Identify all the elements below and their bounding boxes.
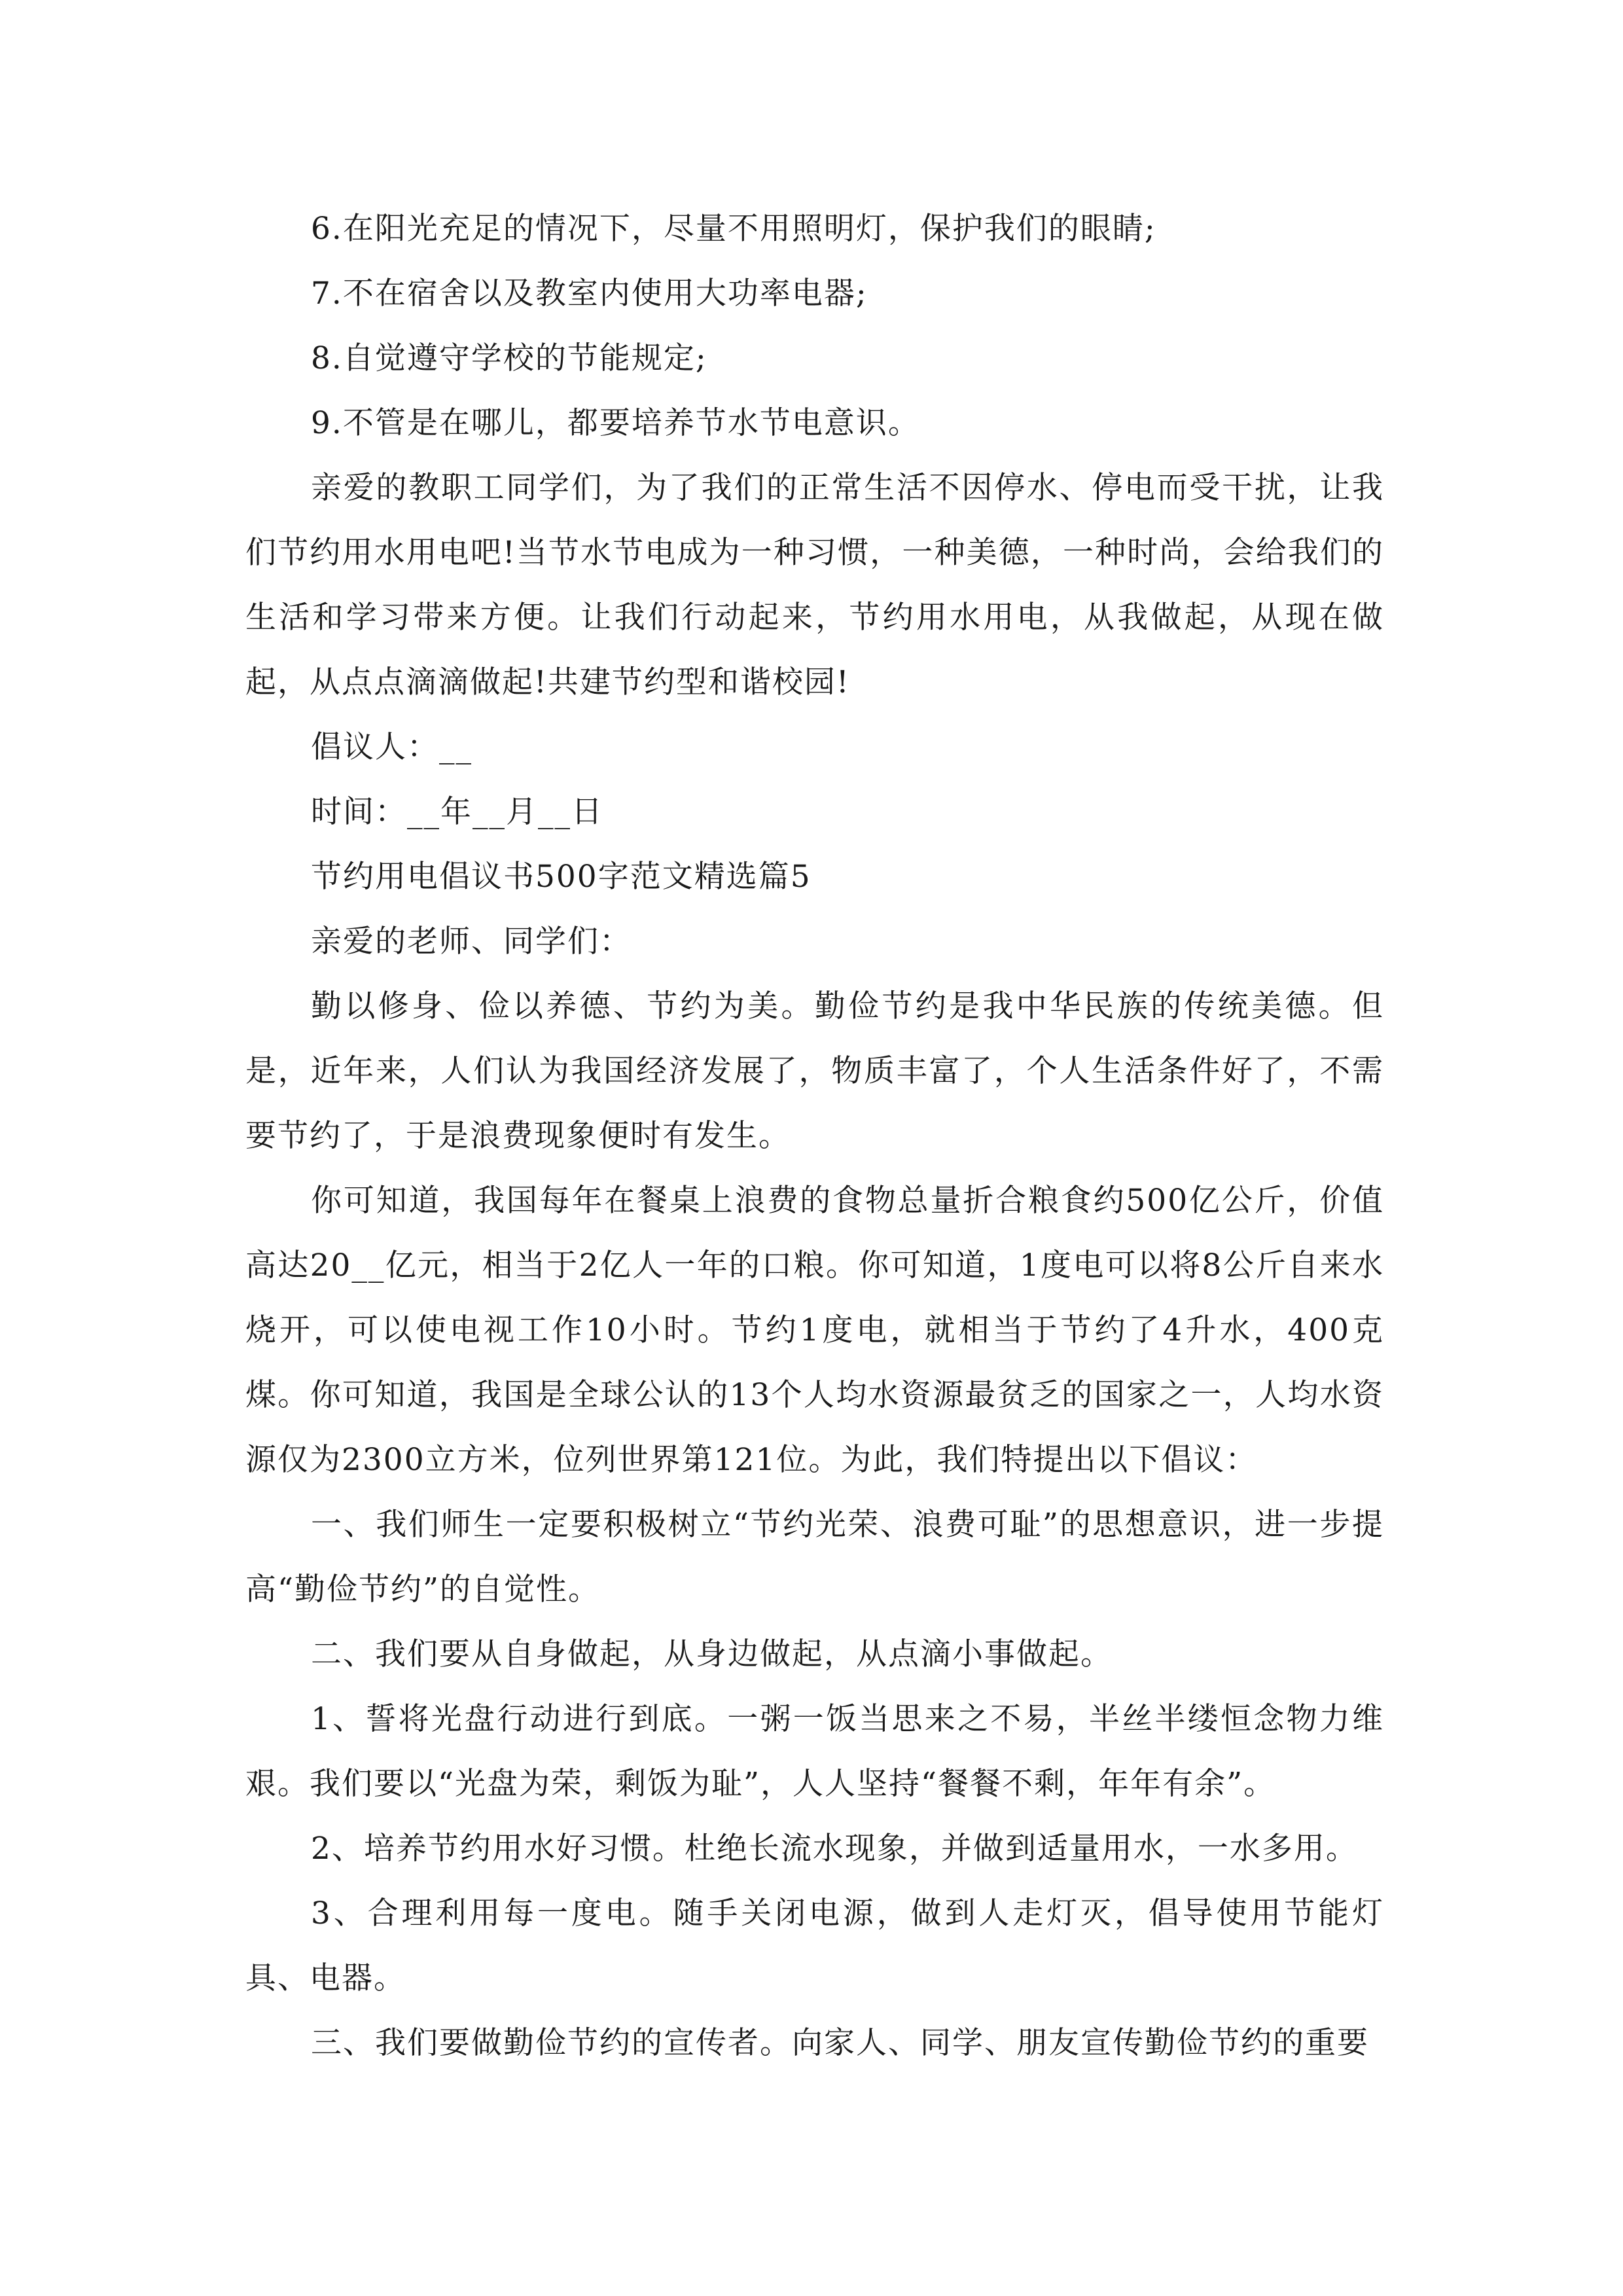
list-item-9: 9.不管是在哪儿，都要培养节水节电意识。 — [311, 405, 920, 441]
document-body — [245, 196, 1384, 2075]
facts-paragraph: 你可知道，我国每年在餐桌上浪费的食物总量折合粮食约500亿公斤，价值高达20__亿元，相当于2亿人一年的口粮。你可知道，1度电可以将8公斤自来水烧开，可以使电视工作10小时。节约1度电，就相当于节约了4升水，400克煤。你可知道，我国是全球公认的13个人均水资源最贫乏的国家之一，人均水资源仅为2300立方米，位列世界第121位。为此，我们特提出以下倡议： — [245, 1183, 1384, 1478]
date-line: 时间：__年__月__日 — [311, 794, 603, 830]
intro-paragraph: 勤以修身、俭以养德、节约为美。勤俭节约是我中华民族的传统美德。但是，近年来，人们认为我国经济发展了，物质丰富了，个人生活条件好了，不需要节约了，于是浪费现象便时有发生。 — [245, 988, 1384, 1154]
proposal-two: 二、我们要从自身做起，从身边做起，从点滴小事做起。 — [311, 1636, 1113, 1672]
proposal-three: 三、我们要做勤俭节约的宣传者。向家人、同学、朋友宣传勤俭节约的重要 — [311, 2025, 1369, 2061]
proposal-two-item-3: 3、合理利用每一度电。随手关闭电源，做到人走灯灭，倡导使用节能灯具、电器。 — [245, 1895, 1384, 1996]
proposal-two-item-2: 2、培养节约用水好习惯。杜绝长流水现象，并做到适量用水，一水多用。 — [311, 1831, 1358, 1867]
proposal-two-item-1: 1、誓将光盘行动进行到底。一粥一饭当思来之不易，半丝半缕恒念物力维艰。我们要以“光盘为荣，剩饭为耻”，人人坚持“餐餐不剩，年年有余”。 — [245, 1701, 1384, 1802]
list-item-8: 8.自觉遵守学校的节能规定; — [311, 340, 707, 376]
list-item-7: 7.不在宿舍以及教室内使用大功率电器; — [311, 276, 868, 312]
proposer-line: 倡议人：__ — [311, 729, 473, 765]
section-title: 节约用电倡议书500字范文精选篇5 — [311, 859, 812, 895]
salutation: 亲爱的老师、同学们： — [311, 924, 632, 960]
closing-paragraph: 亲爱的教职工同学们，为了我们的正常生活不因停水、停电而受干扰，让我们节约用水用电吧!当节水节电成为一种习惯，一种美德，一种时尚，会给我们的生活和学习带来方便。让我们行动起来，节约用水用电，从我做起，从现在做起，从点点滴滴做起!共建节约型和谐校园! — [245, 470, 1384, 700]
list-item-6: 6.在阳光充足的情况下，尽量不用照明灯，保护我们的眼睛; — [311, 211, 1156, 247]
proposal-one: 一、我们师生一定要积极树立“节约光荣、浪费可耻”的思想意识，进一步提高“勤俭节约”的自觉性。 — [245, 1507, 1384, 1607]
